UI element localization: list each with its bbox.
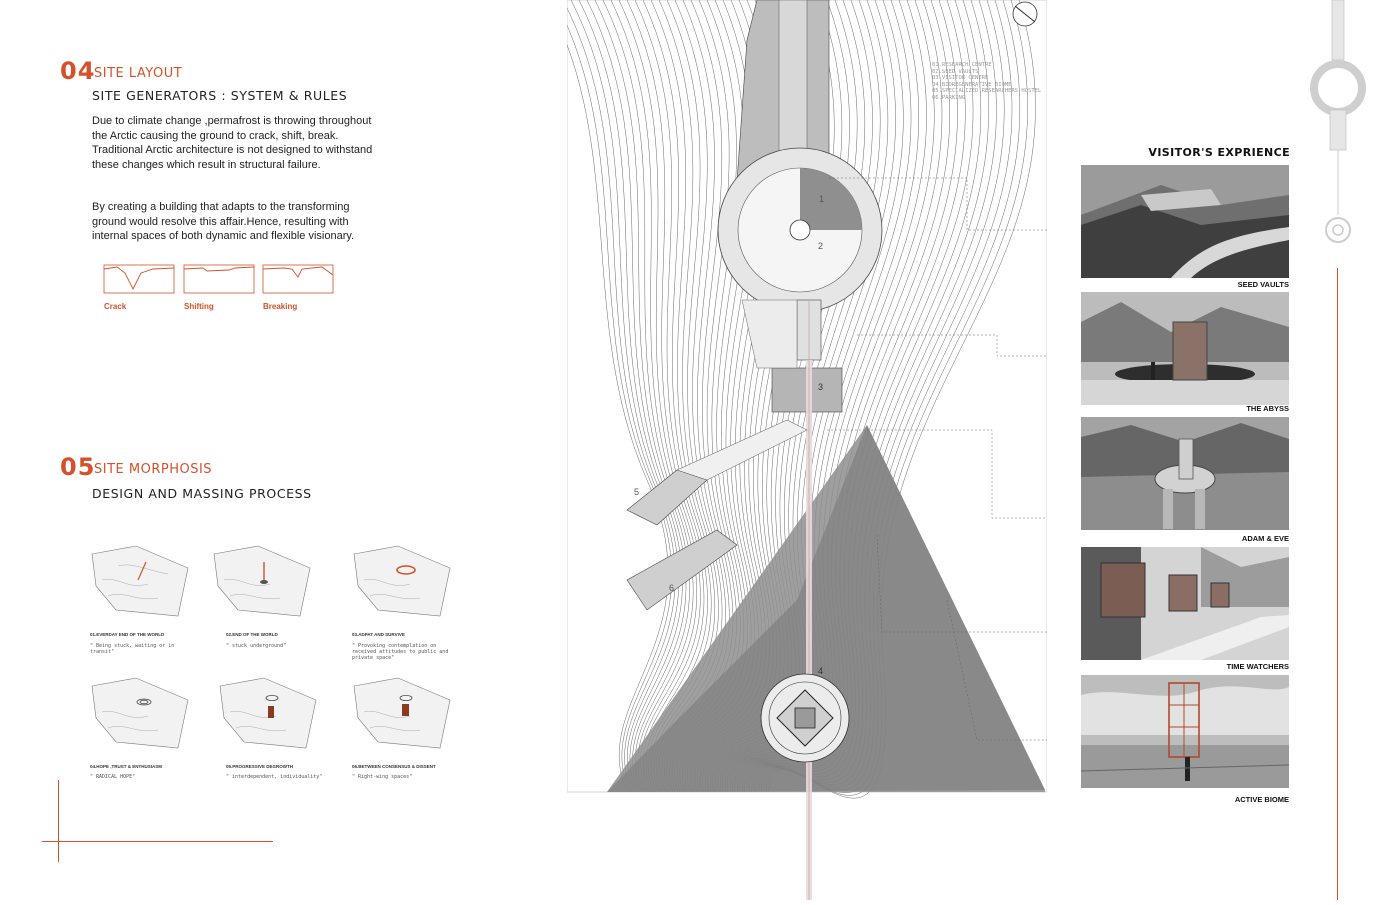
legend-item: 02.SEED VAULTS bbox=[932, 68, 979, 75]
caption-time-watchers: TIME WATCHERS bbox=[1226, 662, 1289, 671]
morphosis-diagram-2 bbox=[210, 540, 318, 627]
site-layout-paragraph-1: Due to climate change ,permafrost is throwing throughout the Arctic causing the ground to crack, shift, break. Traditional Arctic architecture is not designed to withstand these changes which result in structural failure. bbox=[92, 115, 373, 171]
morphosis-quote-2: " stuck underground" bbox=[226, 643, 287, 649]
corner-line-vertical bbox=[58, 780, 59, 862]
site-layout-number: 04 bbox=[60, 57, 96, 85]
crack-label: Crack bbox=[104, 302, 127, 311]
legend-item: 06.PARKING bbox=[932, 94, 966, 101]
caption-the-abyss: THE ABYSS bbox=[1246, 404, 1289, 413]
morphosis-quote-4: " RADICAL HOPE" bbox=[90, 774, 136, 780]
site-layout-title: SITE LAYOUT bbox=[94, 66, 183, 81]
morphosis-caption-3: 03.ADPAT AND SURVIVE bbox=[352, 632, 405, 637]
caption-seed-vaults: SEED VAULTS bbox=[1237, 280, 1289, 289]
photo-adam-eve bbox=[1081, 417, 1289, 530]
breaking-icon bbox=[262, 263, 334, 300]
site-morphosis-number: 05 bbox=[60, 453, 96, 481]
morphosis-quote-5: " interdependent, individuality" bbox=[226, 774, 323, 780]
photo-time-watchers bbox=[1081, 547, 1289, 660]
zone-number-2: 2 bbox=[818, 241, 824, 251]
morphosis-diagram-3 bbox=[350, 540, 458, 627]
morphosis-quote-1: " Being stuck, waiting or in transit" bbox=[90, 643, 175, 655]
caption-active-biome: ACTIVE BIOME bbox=[1234, 795, 1289, 804]
caption-adam-eve: ADAM & EVE bbox=[1241, 534, 1289, 543]
crack-icon bbox=[103, 263, 175, 300]
morphosis-diagram-6 bbox=[350, 672, 458, 759]
zone-number-6: 6 bbox=[669, 583, 675, 593]
site-morphosis-subtitle: DESIGN AND MASSING PROCESS bbox=[92, 486, 312, 501]
morphosis-diagram-1 bbox=[88, 540, 196, 627]
photo-seed-vaults bbox=[1081, 165, 1289, 278]
morphosis-caption-2: 02.END OF THE WORLD bbox=[226, 632, 278, 637]
morphosis-caption-1: 01.EVERDAY END OF THE WORLD bbox=[90, 632, 165, 637]
visitors-experience-title: VISITOR'S EXPRIENCE bbox=[1148, 146, 1290, 159]
zone-number-3: 3 bbox=[818, 382, 824, 392]
zone-number-5: 5 bbox=[634, 487, 640, 497]
zone-number-1: 1 bbox=[819, 194, 825, 204]
site-morphosis-title: SITE MORPHOSIS bbox=[94, 462, 213, 477]
right-margin-line bbox=[1337, 268, 1338, 900]
breaking-label: Breaking bbox=[263, 302, 298, 311]
legend-item: 03.VISITOR CENTRE bbox=[932, 75, 989, 81]
morphosis-caption-5: 05.PROGRESSIVE DEGROWTH bbox=[226, 764, 294, 769]
site-plan-legend bbox=[932, 62, 1047, 101]
site-layout-subtitle: SITE GENERATORS : SYSTEM & RULES bbox=[92, 88, 348, 103]
photo-active-biome bbox=[1081, 675, 1289, 788]
ornament-ring-icon bbox=[1308, 0, 1368, 265]
morphosis-caption-4: 04.HOPE ,TRUST & ENTHUSIASM bbox=[90, 764, 163, 769]
morphosis-quote-3: " Provoking contemplation on received attitudes to public and private space" bbox=[352, 643, 449, 661]
morphosis-quote-6: " Right-wing spaces" bbox=[352, 774, 413, 780]
site-plan-drawing bbox=[567, 0, 1047, 900]
legend-item: 05.SPECIALIZED RESEARCHERS HOSTEL bbox=[932, 88, 1042, 94]
photo-the-abyss bbox=[1081, 292, 1289, 405]
shifting-label: Shifting bbox=[184, 302, 214, 311]
morphosis-caption-6: 06.BETWEEN CONSENSUS & DISSENT bbox=[352, 764, 436, 769]
zone-number-4: 4 bbox=[818, 666, 824, 676]
site-layout-paragraph-2: By creating a building that adapts to the transforming ground would resolve this affair.Hence, resulting with internal spaces of both dynamic and flexible visionary. bbox=[92, 201, 355, 242]
corner-line-horizontal bbox=[42, 841, 273, 842]
legend-item: 04.BIOREGENERATIVE BIOME bbox=[932, 81, 1012, 88]
shifting-icon bbox=[183, 263, 255, 300]
morphosis-diagram-5 bbox=[216, 672, 324, 759]
morphosis-diagram-4 bbox=[88, 672, 196, 759]
legend-item: 01.RESEARCH CENTRE bbox=[932, 62, 992, 68]
